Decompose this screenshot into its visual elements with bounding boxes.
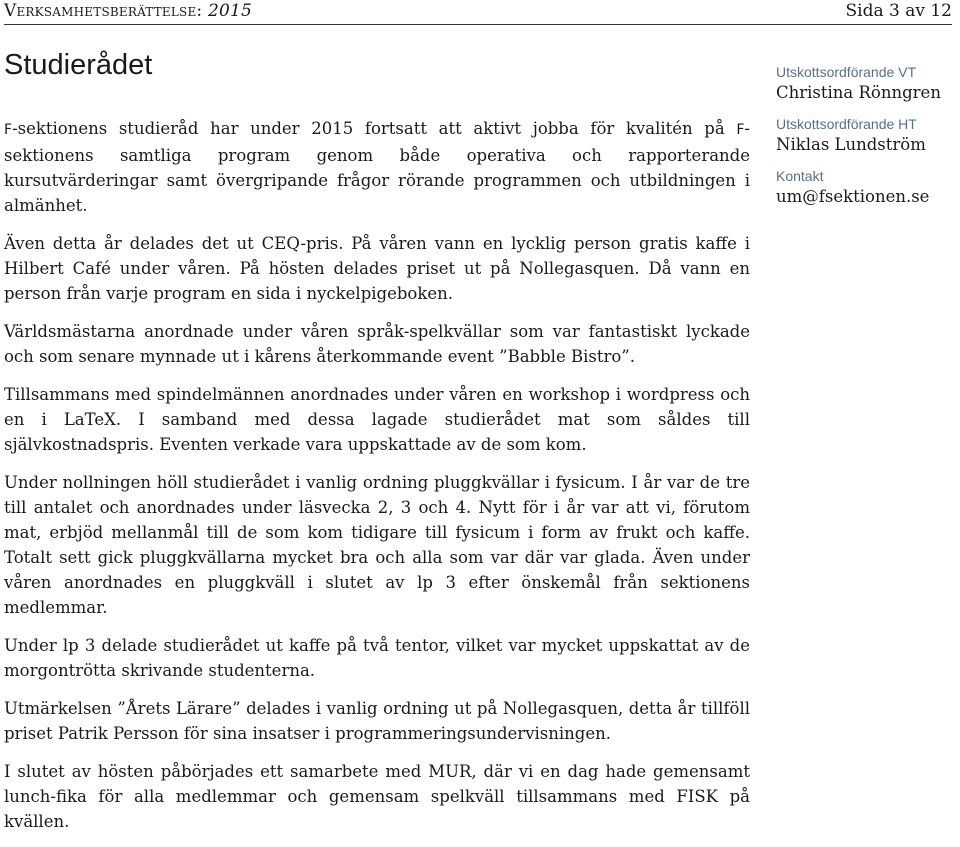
paragraph: Under nollningen höll studierådet i vanlig ordning pluggkvällar i fysicum. I år var de tre till antalet och anordnades under läsvecka 2, 3 och 4. Nytt för i år var att vi, förutom mat, erbjöd mellanmål till de som kom tidigare till fysicum i form av frukt och kaffe. Totalt sett gick pluggkvällarna mycket bra och alla som var där var glada. Även under våren anordnades en pluggkväll i slutet av lp 3 efter önskemål från sektionens medlemmar.	[4, 473, 750, 617]
f-section-logo-icon: Ϝ	[4, 122, 13, 138]
paragraph-text: . I samband med dessa lagade studierådet mat som såldes till självkostnadspris. Eventen verkade vara uppskattade av de som kom.	[4, 410, 750, 454]
paragraph: I slutet av hösten påbörjades ett samarbete med MUR, där vi en dag hade gemensamt lunch-fika för alla medlemmar och gemensam spelkväll tillsammans med FISK på kvällen.	[4, 762, 750, 831]
f-section-logo-icon: Ϝ	[736, 122, 745, 138]
page-number: Sida 3 av 12	[845, 1, 952, 21]
sidebar-role-label: Kontakt	[776, 168, 824, 184]
paragraph-text: -sektionens studieråd har under 2015 fortsatt att aktivt jobba för kvalitén på	[12, 119, 737, 138]
main-content	[4, 116, 750, 847]
paragraph: Även detta år delades det ut CEQ-pris. På våren vann en lycklig person gratis kaffe i Hilbert Café under våren. På hösten delades priset ut på Nollegasquen. Då vann en person från varje program en sida i nyckelpigeboken.	[4, 234, 750, 303]
latex-logo: LaTeX	[63, 410, 116, 429]
report-title	[4, 1, 252, 21]
paragraph	[4, 382, 750, 457]
paragraph	[4, 116, 750, 218]
paragraph-text: Tillsammans med spindelmännen anordnades under våren en workshop i wordpress och en i	[4, 385, 750, 429]
sidebar-role-label: Utskottsordförande HT	[776, 116, 917, 132]
report-year: 2015	[207, 1, 253, 21]
paragraph-text: -sektionens samtliga program genom både operativa och rapporterande kursutvärderingar samt övergripande frågor rörande programmen och utbildningen i almänhet.	[4, 119, 750, 215]
contact-sidebar	[776, 62, 958, 218]
contact-email: um@fsektionen.se	[776, 187, 930, 206]
sidebar-person-name: Niklas Lundström	[776, 135, 926, 154]
section-title: Studierådet	[4, 49, 153, 81]
report-title-text: Verksamhetsberättelse:	[4, 1, 203, 21]
paragraph: Utmärkelsen ”Årets Lärare” delades i vanlig ordning ut på Nollegasquen, detta år tillföll priset Patrik Persson för sina insatser i programmeringsundervisningen.	[4, 699, 750, 743]
paragraph: Världsmästarna anordnade under våren språk-spelkvällar som var fantastiskt lyckade och som senare mynnade ut i kårens återkommande event ”Babble Bistro”.	[4, 322, 750, 366]
page-header	[4, 0, 952, 25]
sidebar-role-label: Utskottsordförande VT	[776, 64, 917, 80]
sidebar-person-name: Christina Rönngren	[776, 83, 941, 102]
paragraph: Under lp 3 delade studierådet ut kaffe på två tentor, vilket var mycket uppskattat av de morgontrötta skrivande studenterna.	[4, 636, 750, 680]
